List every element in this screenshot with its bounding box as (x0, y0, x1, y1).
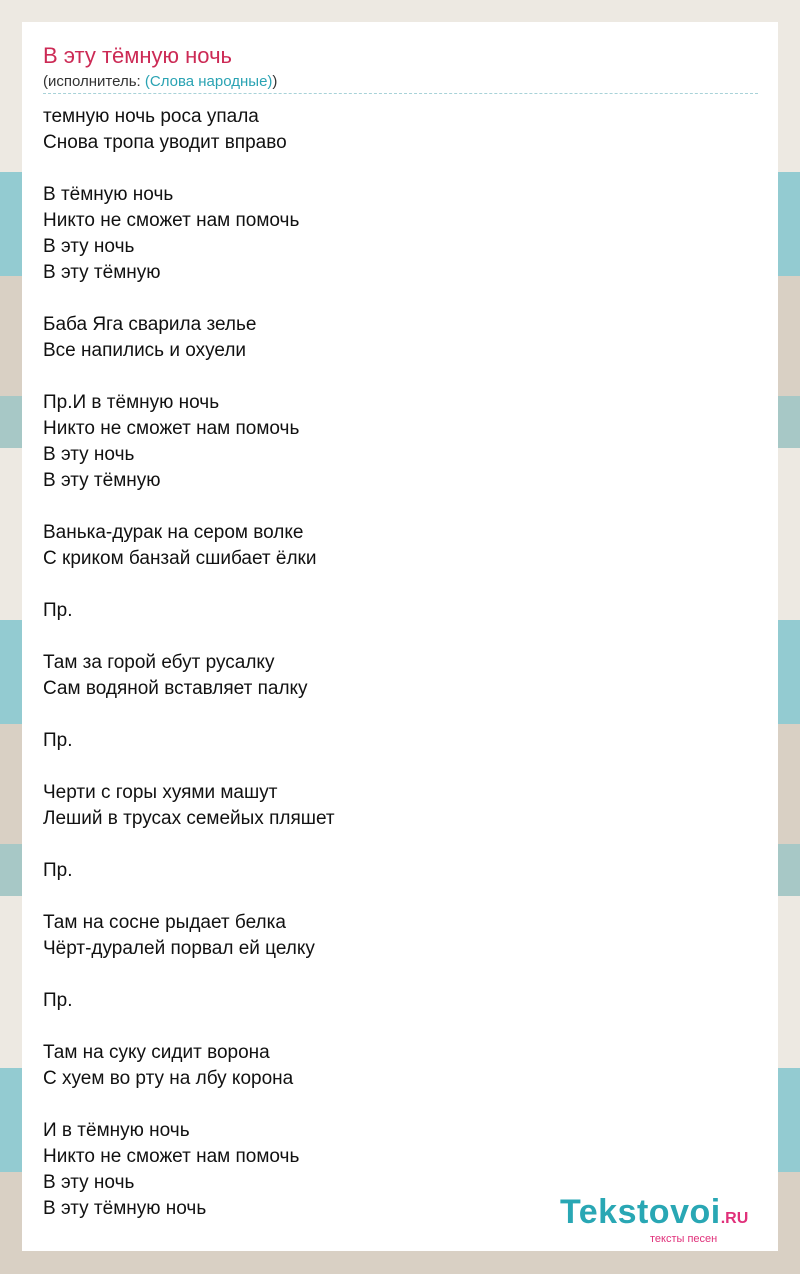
lyric-line: Сам водяной вставляет палку (43, 678, 308, 699)
lyric-line: темную ночь роса упала (43, 106, 259, 127)
lyric-line: Никто не сможет нам помочь (43, 1146, 300, 1167)
lyric-line: С криком банзай сшибает ёлки (43, 548, 317, 569)
logo-tagline: тексты песен (650, 1233, 718, 1245)
artist-prefix: (исполнитель: (43, 73, 145, 90)
lyric-line (43, 624, 758, 650)
lyric-line: В эту тёмную (43, 470, 161, 491)
lyric-line: С хуем во рту на лбу корона (43, 1068, 294, 1089)
lyric-line: Пр.И в тёмную ночь (43, 392, 220, 413)
lyric-line: Пр. (43, 990, 73, 1011)
song-title: В эту тёмную ночь (43, 43, 232, 68)
logo-name: Tekstovoi (560, 1193, 721, 1231)
lyric-line: Никто не сможет нам помочь (43, 418, 300, 439)
lyric-line (43, 702, 758, 728)
lyric-line (43, 494, 758, 520)
artist-line (43, 72, 277, 92)
lyric-line: Снова тропа уводит вправо (43, 132, 287, 153)
lyric-line: В эту тёмную ночь (43, 1198, 207, 1219)
lyric-line: В эту ночь (43, 236, 135, 257)
lyric-line (43, 572, 758, 598)
artist-suffix: ) (272, 73, 278, 90)
lyric-line: Там на суку сидит ворона (43, 1042, 270, 1063)
lyric-line: Баба Яга сварила зелье (43, 314, 257, 335)
lyric-line: Там на сосне рыдает белка (43, 912, 286, 933)
site-logo[interactable] (560, 1194, 770, 1245)
lyric-line: Никто не сможет нам помочь (43, 210, 300, 231)
lyric-line: Там за горой ебут русалку (43, 652, 275, 673)
lyric-line (43, 156, 758, 182)
lyric-line: Пр. (43, 730, 73, 751)
lyric-line (43, 832, 758, 858)
lyric-line (43, 286, 758, 312)
lyric-line: Ванька-дурак на сером волке (43, 522, 304, 543)
lyrics-card (22, 22, 778, 1251)
lyric-line: Леший в трусах семейых пляшет (43, 808, 335, 829)
lyric-line (43, 1014, 758, 1040)
lyric-line (43, 364, 758, 390)
lyric-line: В тёмную ночь (43, 184, 174, 205)
title-divider (43, 93, 758, 94)
lyric-line: В эту ночь (43, 1172, 135, 1193)
lyric-line: Пр. (43, 860, 73, 881)
lyric-line: Чёрт-дуралей порвал ей целку (43, 938, 315, 959)
lyric-line (43, 1092, 758, 1118)
lyric-line (43, 884, 758, 910)
lyric-line: Все напились и охуели (43, 340, 247, 361)
lyric-line: И в тёмную ночь (43, 1120, 190, 1141)
artist-link[interactable]: (Слова народные) (144, 73, 273, 90)
lyric-line (43, 754, 758, 780)
logo-tld: .RU (720, 1210, 749, 1227)
lyric-line: В эту ночь (43, 444, 135, 465)
lyric-line (43, 962, 758, 988)
lyric-line: Пр. (43, 600, 73, 621)
lyric-line: Черти с горы хуями машут (43, 782, 278, 803)
lyrics-body (43, 104, 758, 1222)
lyric-line: В эту тёмную (43, 262, 161, 283)
